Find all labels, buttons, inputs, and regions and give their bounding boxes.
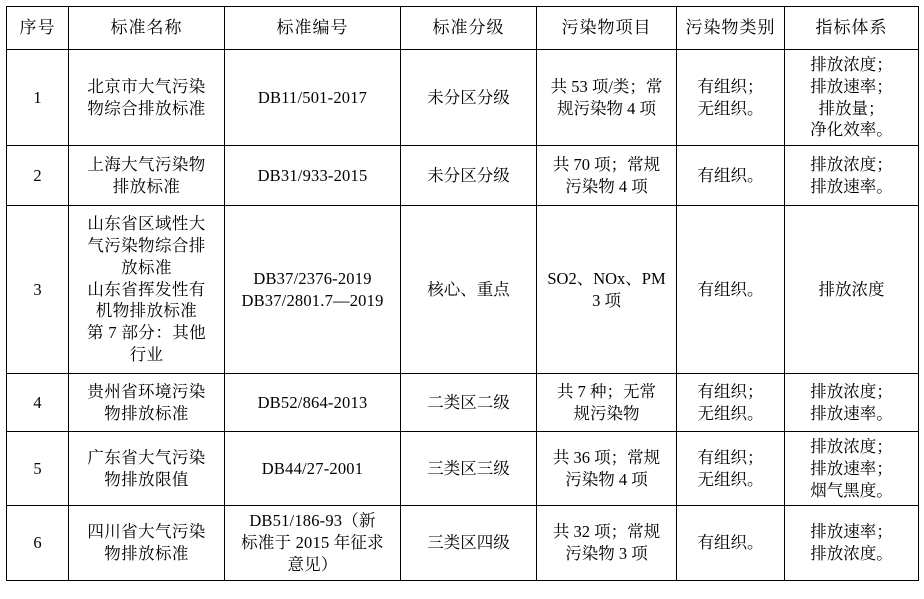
cell-standard-name <box>69 146 225 206</box>
cell-pollutant-item <box>537 206 677 374</box>
text-line: 排放速率； <box>810 458 893 478</box>
table-row <box>7 432 919 506</box>
cell-standard-code <box>225 146 401 206</box>
table-body <box>7 50 919 581</box>
cell-index: 2 <box>7 146 69 206</box>
cell-standard-code <box>225 206 401 374</box>
text-line: 三类区四级 <box>427 533 510 553</box>
cell-index: 6 <box>7 506 69 580</box>
text-line: 气污染物综合排 <box>87 236 206 256</box>
text-line: 共 53 项/类；常 <box>550 76 663 96</box>
cell-indicator-system <box>785 50 919 146</box>
table-header-row <box>7 7 919 50</box>
text-line: 排放浓度； <box>810 55 893 74</box>
cell-indicator-system <box>785 146 919 206</box>
text-line: 意见） <box>287 554 338 574</box>
cell-pollutant-category <box>677 206 785 374</box>
text-line: 共 70 项；常规 <box>552 154 661 174</box>
text-line: 三类区三级 <box>427 458 510 478</box>
text-line: DB37/2376-2019 <box>253 268 372 288</box>
cell-indicator-system <box>785 374 919 432</box>
text-line: 山东省区域性大 <box>87 214 206 234</box>
cell-index: 1 <box>7 50 69 146</box>
cell-standard-grade <box>401 50 537 146</box>
column-header-index: 序号 <box>7 7 69 50</box>
cell-standard-code <box>225 374 401 432</box>
cell-pollutant-item <box>537 432 677 506</box>
text-line: 物排放标准 <box>104 544 189 563</box>
text-line: 无组织。 <box>697 469 764 489</box>
cell-pollutant-category <box>677 146 785 206</box>
text-line: 污染物 4 项 <box>565 469 648 489</box>
cell-pollutant-item <box>537 506 677 580</box>
text-line: 共 32 项；常规 <box>552 522 661 542</box>
text-line: 排放浓度； <box>810 381 893 401</box>
table-row <box>7 146 919 206</box>
cell-pollutant-item <box>537 50 677 146</box>
cell-indicator-system <box>785 206 919 374</box>
text-line: DB52/864-2013 <box>257 392 368 412</box>
cell-standard-grade <box>401 206 537 374</box>
cell-standard-code <box>225 506 401 580</box>
text-line: 排放浓度； <box>810 437 893 457</box>
text-line: 净化效率。 <box>810 120 893 140</box>
cell-pollutant-category <box>677 50 785 146</box>
text-line: 物综合排放标准 <box>87 98 206 118</box>
cell-standard-grade <box>401 506 537 580</box>
text-line: SO2、NOx、PM <box>547 268 666 288</box>
text-line: 上海大气污染物 <box>87 154 206 174</box>
text-line: 排放量； <box>818 98 885 118</box>
text-line: 污染物 3 项 <box>565 544 648 563</box>
text-line: 排放浓度 <box>818 279 885 299</box>
table-row <box>7 206 919 374</box>
text-line: 二类区二级 <box>427 392 510 412</box>
cell-pollutant-category <box>677 374 785 432</box>
table-row <box>7 374 919 432</box>
text-line: 排放速率。 <box>810 176 893 196</box>
text-line: 贵州省环境污染 <box>87 381 206 401</box>
text-line: 物排放限值 <box>104 469 189 489</box>
text-line: 规污染物 <box>573 403 640 423</box>
table-row <box>7 506 919 580</box>
text-line: DB11/501-2017 <box>257 87 368 107</box>
text-line: 北京市大气污染 <box>87 76 206 96</box>
text-line: DB37/2801.7—2019 <box>241 290 384 310</box>
text-line: 核心、重点 <box>427 279 510 299</box>
text-line: 无组织。 <box>697 98 764 118</box>
standards-table <box>6 6 919 581</box>
text-line: DB31/933-2015 <box>257 165 368 185</box>
text-line: 广东省大气污染 <box>87 447 206 467</box>
cell-standard-code <box>225 432 401 506</box>
table-header <box>7 7 919 50</box>
cell-indicator-system <box>785 506 919 580</box>
text-line: 污染物 4 项 <box>565 176 648 196</box>
cell-index: 5 <box>7 432 69 506</box>
text-line: 放标准 <box>121 257 172 277</box>
text-line: 未分区分级 <box>427 87 510 107</box>
text-line: 规污染物 4 项 <box>557 98 656 118</box>
column-header-pollutant-item: 污染物项目 <box>537 7 677 50</box>
cell-pollutant-item <box>537 146 677 206</box>
cell-standard-name <box>69 506 225 580</box>
text-line: 有组织。 <box>697 279 764 299</box>
text-line: 机物排放标准 <box>95 301 198 321</box>
column-header-pollutant-category: 污染物类别 <box>677 7 785 50</box>
cell-indicator-system <box>785 432 919 506</box>
text-line: 标准于 2015 年征求 <box>241 533 384 553</box>
column-header-code: 标准编号 <box>225 7 401 50</box>
column-header-grade: 标准分级 <box>401 7 537 50</box>
cell-standard-code <box>225 50 401 146</box>
text-line: DB51/186-93（新 <box>249 511 376 531</box>
text-line: 排放浓度。 <box>810 544 893 563</box>
text-line: 有组织。 <box>697 165 764 185</box>
cell-standard-name <box>69 206 225 374</box>
text-line: 有组织； <box>697 381 764 401</box>
text-line: 排放标准 <box>112 176 181 196</box>
text-line: 烟气黑度。 <box>810 480 893 500</box>
text-line: 排放速率； <box>810 76 893 96</box>
column-header-indicator-system: 指标体系 <box>785 7 919 50</box>
cell-index: 4 <box>7 374 69 432</box>
text-line: 物排放标准 <box>104 403 189 423</box>
cell-standard-name <box>69 432 225 506</box>
text-line: 无组织。 <box>697 403 764 423</box>
text-line: 有组织； <box>697 447 764 467</box>
text-line: 有组织。 <box>697 533 764 553</box>
text-line: 共 7 种；无常 <box>557 381 656 401</box>
text-line: 山东省挥发性有 <box>87 279 206 299</box>
cell-pollutant-category <box>677 506 785 580</box>
cell-pollutant-item <box>537 374 677 432</box>
text-line: 排放速率。 <box>810 403 893 423</box>
cell-standard-name <box>69 374 225 432</box>
text-line: 有组织； <box>697 76 764 96</box>
cell-index: 3 <box>7 206 69 374</box>
text-line: DB44/27-2001 <box>261 458 364 478</box>
text-line: 排放速率； <box>810 522 893 542</box>
cell-standard-grade <box>401 432 537 506</box>
text-line: 行业 <box>129 344 164 364</box>
column-header-name: 标准名称 <box>69 7 225 50</box>
cell-standard-grade <box>401 146 537 206</box>
cell-standard-name <box>69 50 225 146</box>
cell-standard-grade <box>401 374 537 432</box>
text-line: 未分区分级 <box>427 165 510 185</box>
text-line: 第 7 部分：其他 <box>86 323 207 343</box>
cell-pollutant-category <box>677 432 785 506</box>
text-line: 四川省大气污染 <box>87 522 206 542</box>
text-line: 排放浓度； <box>810 154 893 174</box>
text-line: 共 36 项；常规 <box>552 447 661 467</box>
text-line: 3 项 <box>592 290 621 310</box>
table-row <box>7 50 919 146</box>
